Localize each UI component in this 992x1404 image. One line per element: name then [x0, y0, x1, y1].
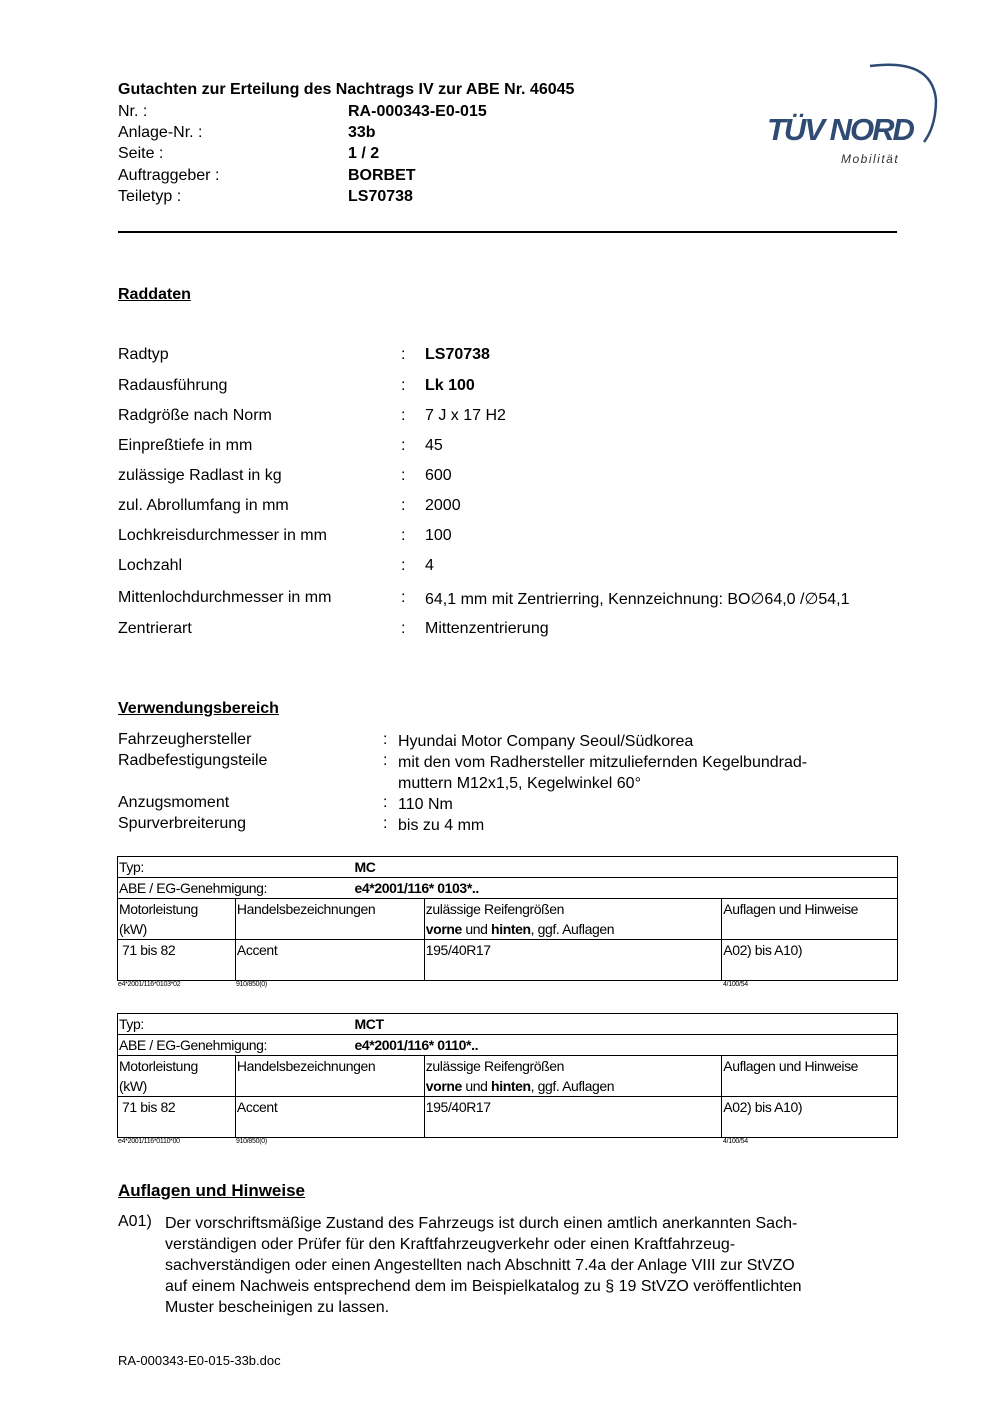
header-value-teiletyp: LS70738	[348, 188, 413, 205]
table-footnote: e4*2001/116*0103*02	[118, 981, 181, 988]
col-header-handelsbezeichnungen: Handelsbezeichnungen	[235, 899, 424, 940]
raddaten-value: Lk 100	[425, 377, 475, 394]
raddaten-value: Mittenzentrierung	[425, 620, 549, 637]
header-divider	[118, 231, 897, 233]
raddaten-value: 7 J x 17 H2	[425, 407, 506, 424]
section-title-raddaten: Raddaten	[118, 286, 191, 303]
col-header-motorleistung: Motorleistung (kW)	[118, 899, 236, 940]
col-header-motorleistung: Motorleistung (kW)	[118, 1056, 236, 1097]
raddaten-colon: :	[401, 589, 406, 606]
raddaten-label: Einpreßtiefe in mm	[118, 437, 253, 454]
col-header-auflagen: Auflagen und Hinweise	[722, 899, 898, 940]
raddaten-label: Lochzahl	[118, 557, 183, 574]
cell-hints: A02) bis A10)	[722, 1097, 898, 1138]
table-footnote: 4/100/54	[723, 981, 748, 988]
col-header-handelsbezeichnungen: Handelsbezeichnungen	[235, 1056, 424, 1097]
abe-row	[118, 878, 898, 899]
raddaten-label: Radausführung	[118, 377, 228, 394]
raddaten-value: 64,1 mm mit Zentrierring, Kennzeichnung: BO∅64,0 /∅54,1	[425, 591, 850, 608]
type-row	[118, 1014, 898, 1035]
raddaten-label: Radgröße nach Norm	[118, 407, 272, 424]
type-table-mct	[117, 1013, 898, 1138]
raddaten-value: 100	[425, 527, 452, 544]
table-footnote: 910/850(0)	[236, 1138, 267, 1145]
raddaten-label: Zentrierart	[118, 620, 192, 637]
cell-name: Accent	[235, 940, 424, 981]
header-label-auftraggeber: Auftraggeber :	[118, 167, 220, 184]
raddaten-value: 45	[425, 437, 443, 454]
cell-tyre: 195/40R17	[424, 1097, 721, 1138]
raddaten-colon: :	[401, 557, 406, 574]
cell-name: Accent	[235, 1097, 424, 1138]
verwendung-colon: :	[383, 752, 388, 769]
col-header-reifengroessen: zulässige Reifengrößen vorne und hinten, ggf. Auflagen	[424, 1056, 721, 1097]
raddaten-colon: :	[401, 407, 406, 424]
header-value-nr: RA-000343-E0-015	[348, 103, 487, 120]
type-table-mc	[117, 856, 898, 981]
hint-number: A01)	[118, 1213, 152, 1230]
cell-hints: A02) bis A10)	[722, 940, 898, 981]
table-footnote: 4/100/54	[723, 1138, 748, 1145]
raddaten-label: zulässige Radlast in kg	[118, 467, 282, 484]
section-title-auflagen: Auflagen und Hinweise	[118, 1181, 306, 1200]
header-label-nr: Nr. :	[118, 103, 148, 120]
raddaten-colon: :	[401, 620, 406, 637]
verwendung-colon: :	[383, 794, 388, 811]
raddaten-label: Radtyp	[118, 346, 169, 363]
type-label: Typ:	[119, 859, 144, 875]
header-value-anlage: 33b	[348, 124, 376, 141]
verwendung-label: Anzugsmoment	[118, 794, 230, 811]
verwendung-value-continued: muttern M12x1,5, Kegelwinkel 60°	[398, 775, 641, 792]
logo-subtitle: Mobilität	[841, 152, 900, 166]
abe-row	[118, 1035, 898, 1056]
verwendung-label: Fahrzeughersteller	[118, 731, 252, 748]
cell-kw: 71 bis 82	[118, 1097, 236, 1138]
verwendung-colon: :	[383, 731, 388, 748]
raddaten-colon: :	[401, 467, 406, 484]
raddaten-colon: :	[401, 527, 406, 544]
header-value-auftraggeber: BORBET	[348, 167, 416, 184]
verwendung-value: bis zu 4 mm	[398, 817, 485, 834]
table-footnote: 910/850(0)	[236, 981, 267, 988]
header-value-seite: 1 / 2	[348, 145, 380, 162]
abe-label: ABE / EG-Genehmigung:	[119, 880, 268, 896]
header-label-teiletyp: Teiletyp :	[118, 188, 182, 205]
verwendung-value: mit den vom Radhersteller mitzuliefernden Kegelbundrad-	[398, 754, 808, 771]
verwendung-label: Radbefestigungsteile	[118, 752, 268, 769]
type-value: MCT	[354, 1016, 384, 1032]
verwendung-label: Spurverbreiterung	[118, 815, 247, 832]
raddaten-label: zul. Abrollumfang in mm	[118, 497, 289, 514]
col-header-reifengroessen: zulässige Reifengrößen vorne und hinten, ggf. Auflagen	[424, 899, 721, 940]
abe-value: e4*2001/116* 0103*..	[354, 880, 479, 896]
section-title-verwendungsbereich: Verwendungsbereich	[118, 700, 279, 717]
verwendung-value: Hyundai Motor Company Seoul/Südkorea	[398, 733, 694, 750]
raddaten-colon: :	[401, 497, 406, 514]
verwendung-value: 110 Nm	[398, 796, 453, 813]
verwendung-colon: :	[383, 815, 388, 832]
abe-value: e4*2001/116* 0110*..	[354, 1037, 479, 1053]
header-label-seite: Seite :	[118, 145, 164, 162]
type-label: Typ:	[119, 1016, 144, 1032]
raddaten-colon: :	[401, 377, 406, 394]
cell-tyre: 195/40R17	[424, 940, 721, 981]
raddaten-value: 600	[425, 467, 452, 484]
raddaten-label: Lochkreisdurchmesser in mm	[118, 527, 327, 544]
raddaten-value: LS70738	[425, 346, 490, 363]
hint-text: Der vorschriftsmäßige Zustand des Fahrzeugs ist durch einen amtlich anerkannten Sach- verständigen oder Prüfer für den Kraftfahrzeugverkehr oder einen Kraftfahrzeug- sachverständigen oder einen Angestellten nach Abschnitt 7.4a der Anlage VIII zur StVZO auf einem Nachweis entsprechend dem im Beispielkatalog zu § 19 StVZO veröffentlichten Muster bescheinigen zu lassen.	[165, 1215, 802, 1316]
document-filename: RA-000343-E0-015-33b.doc	[118, 1353, 281, 1368]
type-row	[118, 857, 898, 878]
header-label-anlage: Anlage-Nr. :	[118, 124, 203, 141]
raddaten-colon: :	[401, 437, 406, 454]
raddaten-value: 2000	[425, 497, 461, 514]
col-header-auflagen: Auflagen und Hinweise	[722, 1056, 898, 1097]
cell-kw: 71 bis 82	[118, 940, 236, 981]
tuev-nord-logo: TÜV NORD	[767, 112, 913, 147]
type-value: MC	[354, 859, 376, 875]
abe-label: ABE / EG-Genehmigung:	[119, 1037, 268, 1053]
raddaten-value: 4	[425, 557, 434, 574]
table-footnote: e4*2001/116*0110*00	[118, 1138, 180, 1145]
document-title: Gutachten zur Erteilung des Nachtrags IV zur ABE Nr. 46045	[118, 81, 575, 98]
raddaten-colon: :	[401, 346, 406, 363]
raddaten-label: Mittenlochdurchmesser in mm	[118, 589, 332, 606]
